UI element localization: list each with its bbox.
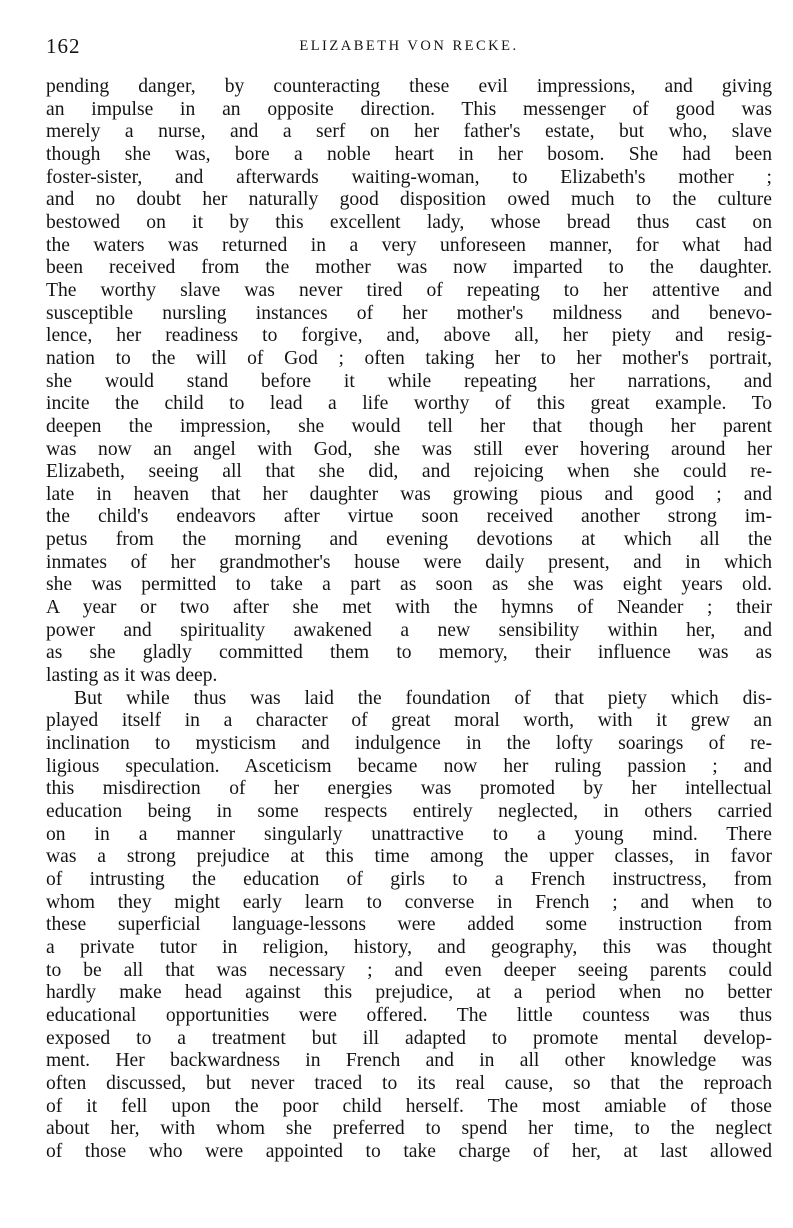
text-line: deepen the impression, she would tell her that though her parent bbox=[46, 415, 772, 437]
text-line: bestowed on it by this excellent lady, whose bread thus cast on bbox=[46, 211, 772, 233]
running-title: ELIZABETH VON RECKE. bbox=[299, 38, 519, 54]
text-line: was now an angel with God, she was still ever hovering around her bbox=[46, 438, 772, 460]
body-text bbox=[46, 76, 772, 1164]
text-line: of it fell upon the poor child herself. The most amiable of those bbox=[46, 1095, 772, 1117]
text-line: hardly make head against this prejudice, at a period when no better bbox=[46, 982, 772, 1004]
text-line: ment. Her backwardness in French and in all other knowledge was bbox=[46, 1050, 772, 1072]
text-line: as she gladly committed them to memory, their influence was as bbox=[46, 642, 772, 664]
text-line: inclination to mysticism and indulgence in the lofty soarings of re- bbox=[46, 733, 772, 755]
text-line: she was permitted to take a part as soon as she was eight years old. bbox=[46, 574, 772, 596]
text-line: of intrusting the education of girls to a French instructress, from bbox=[46, 868, 772, 890]
text-line: education being in some respects entirely neglected, in others carried bbox=[46, 801, 772, 822]
text-line: and no doubt her naturally good disposition owed much to the culture bbox=[46, 189, 772, 211]
text-line: ligious speculation. Asceticism became now her ruling passion ; and bbox=[46, 755, 772, 777]
text-line: to be all that was necessary ; and even deeper seeing parents could bbox=[46, 959, 772, 981]
text-line: educational opportunities were offered. The little countess was thus bbox=[46, 1004, 772, 1026]
text-line: The worthy slave was never tired of repeating to her attentive and bbox=[46, 279, 772, 301]
text-line: the child's endeavors after virtue soon received another strong im- bbox=[46, 506, 772, 528]
text-line: Elizabeth, seeing all that she did, and rejoicing when she could re- bbox=[46, 461, 772, 483]
running-head bbox=[46, 34, 772, 60]
text-line: this misdirection of her energies was promoted by her intellectual bbox=[46, 778, 772, 800]
book-page bbox=[46, 34, 772, 1164]
paragraph-2 bbox=[46, 688, 772, 1164]
text-line: lence, her readiness to forgive, and, above all, her piety and resig- bbox=[46, 325, 772, 347]
text-line: susceptible nursling instances of her mother's mildness and benevo- bbox=[46, 302, 772, 324]
text-line: was a strong prejudice at this time among the upper classes, in favor bbox=[46, 846, 772, 868]
text-line: exposed to a treatment but ill adapted to promote mental develop- bbox=[46, 1027, 772, 1049]
text-line: an impulse in an opposite direction. This messenger of good was bbox=[46, 98, 772, 120]
text-line: merely a nurse, and a serf on her father's estate, but who, slave bbox=[46, 121, 772, 143]
text-line: she would stand before it while repeating her narrations, and bbox=[46, 370, 772, 392]
text-line: late in heaven that her daughter was growing pious and good ; and bbox=[46, 483, 772, 505]
text-line: pending danger, by counteracting these evil impressions, and giving bbox=[46, 76, 772, 97]
text-line: But while thus was laid the foundation of that piety which dis- bbox=[74, 687, 772, 709]
text-line: these superficial language-lessons were added some instruction from bbox=[46, 914, 772, 936]
paragraph-1 bbox=[46, 76, 772, 688]
page-number: 162 bbox=[46, 34, 81, 58]
text-line: power and spirituality awakened a new sensibility within her, and bbox=[46, 619, 772, 641]
text-line: petus from the morning and evening devotions at which all the bbox=[46, 529, 772, 551]
text-line: often discussed, but never traced to its real cause, so that the reproach bbox=[46, 1072, 772, 1094]
text-line: A year or two after she met with the hymns of Neander ; their bbox=[46, 597, 772, 619]
text-line: whom they might early learn to converse in French ; and when to bbox=[46, 891, 772, 913]
text-line: the waters was returned in a very unforeseen manner, for what had bbox=[46, 234, 772, 256]
text-line: inmates of her grandmother's house were daily present, and in which bbox=[46, 551, 772, 573]
text-line: incite the child to lead a life worthy of this great example. To bbox=[46, 393, 772, 415]
text-line: played itself in a character of great moral worth, with it grew an bbox=[46, 710, 772, 732]
text-line: lasting as it was deep. bbox=[46, 665, 218, 687]
text-line: of those who were appointed to take charge of her, at last allowed bbox=[46, 1140, 772, 1162]
text-line: foster-sister, and afterwards waiting-woman, to Elizabeth's mother ; bbox=[46, 166, 772, 188]
text-line: nation to the will of God ; often taking her to her mother's portrait, bbox=[46, 347, 772, 369]
text-line: been received from the mother was now imparted to the daughter. bbox=[46, 257, 772, 279]
text-line: about her, with whom she preferred to spend her time, to the neglect bbox=[46, 1118, 772, 1140]
text-line: a private tutor in religion, history, and geography, this was thought bbox=[46, 936, 772, 958]
text-line: though she was, bore a noble heart in her bosom. She had been bbox=[46, 143, 772, 165]
text-line: on in a manner singularly unattractive to a young mind. There bbox=[46, 823, 772, 845]
